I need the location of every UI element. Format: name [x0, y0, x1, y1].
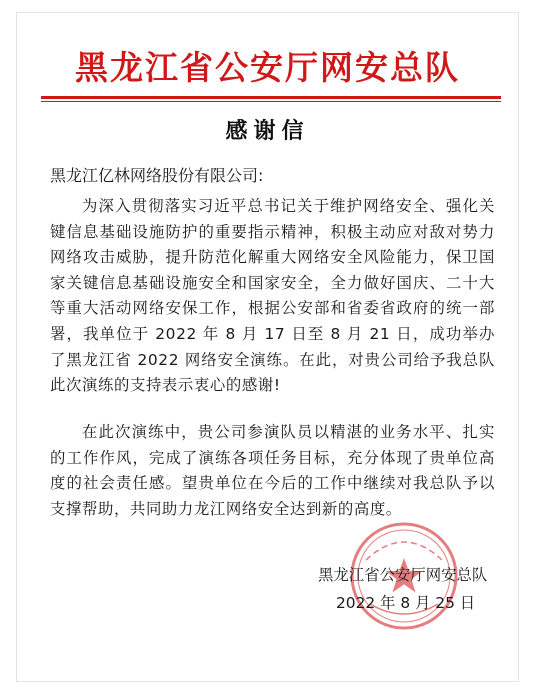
letterhead-org-name: 黑龙江省公安厅网安总队	[75, 48, 460, 87]
signature-date: 2022 年 8 月 25 日	[336, 594, 476, 612]
document-title: 感谢信	[225, 118, 310, 144]
body-paragraph-1: 为深入贯彻落实习近平总书记关于维护网络安全、强化关键信息基础设施防护的重要指示精神，积极主动应对敌对势力网络攻击威胁，提升防范化解重大网络安全风险能力，保卫国家关键信息基础设施安全和国家安全，全力做好国庆、二十大等重大活动网络安保工作，根据公安部和省委省政府的统一部署，我单位于 2022 年 8 月 17 日至 8 月 21 日，成功举办了黑龙江省 2022 网络安全演练。在此，对贵公司给予我总队此次演练的支持表示衷心的感谢!	[50, 197, 495, 395]
body-paragraph-2: 在此次演练中，贵公司参演队员以精湛的业务水平、扎实的工作作风，完成了演练各项任务目标，充分体现了贵单位高度的社会责任感。望贵单位在今后的工作中继续对我总队予以支撑帮助，共同助力龙江网络安全达到新的高度。	[50, 423, 495, 518]
letterhead-rule-thin	[41, 101, 501, 102]
salutation: 黑龙江亿林网络股份有限公司:	[50, 166, 264, 185]
signature-org: 黑龙江省公安厅网安总队	[318, 566, 488, 584]
letterhead-rule-thick	[41, 96, 501, 99]
signature-block	[318, 561, 518, 617]
